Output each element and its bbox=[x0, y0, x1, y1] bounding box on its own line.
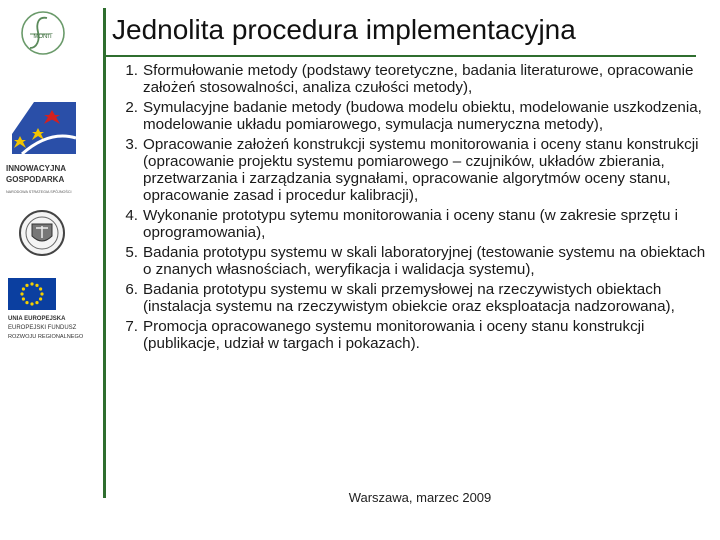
eu-logo bbox=[6, 276, 98, 342]
footer-text: Warszawa, marzec 2009 bbox=[348, 490, 492, 505]
list-item-text: Badania prototypu systemu w skali przemysłowej na rzeczywistych obiektach (instalacja systemu na rzeczywistym obiekcie oraz eksploatacja nadzorowana), bbox=[143, 280, 675, 316]
procedure-list bbox=[112, 62, 708, 355]
list-item bbox=[112, 318, 708, 352]
list-item-text: Opracowanie założeń konstrukcji systemu monitorowania i oceny stanu konstrukcji (opracowanie projektu systemu pomiarowego – czujników, układów zbierania, przetwarzania i zarządzania sygnałami, opracowanie algorytmów oceny stanu, opracowanie zasad i procedur kalibracji), bbox=[143, 135, 699, 205]
list-item bbox=[112, 281, 708, 315]
strategia-text: NARODOWA STRATEGIA SPÓJNOŚCI bbox=[6, 190, 72, 194]
eu-line2-text: EUROPEJSKI FUNDUSZ bbox=[8, 325, 77, 331]
list-item bbox=[112, 207, 708, 241]
innowacyjna-gospodarka-logo bbox=[4, 100, 86, 205]
monit-logo bbox=[20, 10, 66, 56]
list-item bbox=[112, 244, 708, 278]
innowacyjna-text: INNOWACYJNA bbox=[6, 164, 67, 173]
monit-logo-text: MONIT bbox=[33, 34, 53, 40]
university-seal-logo bbox=[18, 208, 66, 258]
list-item-number: 4. bbox=[125, 207, 138, 225]
title-underline bbox=[106, 55, 696, 57]
list-item-number: 1. bbox=[125, 62, 138, 79]
page-title: Jednolita procedura implementacyjna bbox=[112, 14, 576, 45]
gospodarka-text: GOSPODARKA bbox=[6, 175, 65, 184]
list-item-text: Wykonanie prototypu sytemu monitorowania i oceny stanu (w zakresie sprzętu i oprogramowania), bbox=[143, 207, 679, 242]
list-item-number: 7. bbox=[125, 317, 138, 335]
list-item-number: 3. bbox=[125, 135, 138, 153]
list-item-text: Promocja opracowanego systemu monitorowania i oceny stanu konstrukcji (publikacje, udział w targach i pokazach). bbox=[143, 317, 645, 353]
list-item-number: 5. bbox=[125, 244, 138, 262]
sidebar-logos bbox=[0, 0, 103, 540]
eu-line1-text: UNIA EUROPEJSKA bbox=[8, 316, 66, 322]
list-item-text: Symulacyjne badanie metody (budowa modelu obiektu, modelowanie uszkodzenia, modelowanie układu pomiarowego, symulacja numeryczna metody), bbox=[143, 98, 702, 134]
vertical-divider bbox=[103, 8, 106, 498]
list-item bbox=[112, 136, 708, 205]
list-item bbox=[112, 62, 708, 96]
list-item-number: 2. bbox=[125, 98, 138, 116]
list-item-number: 6. bbox=[125, 280, 138, 298]
list-item bbox=[112, 99, 708, 133]
eu-line3-text: ROZWOJU REGIONALNEGO bbox=[8, 334, 84, 340]
list-item-text: Badania prototypu systemu w skali laboratoryjnej (testowanie systemu na obiektach o znanych własnościach, weryfikacja i walidacja systemu), bbox=[143, 244, 706, 279]
list-item-text: Sformułowanie metody (podstawy teoretyczne, badania literaturowe, opracowanie założeń stosowalności, analiza czułości metody), bbox=[143, 62, 694, 97]
